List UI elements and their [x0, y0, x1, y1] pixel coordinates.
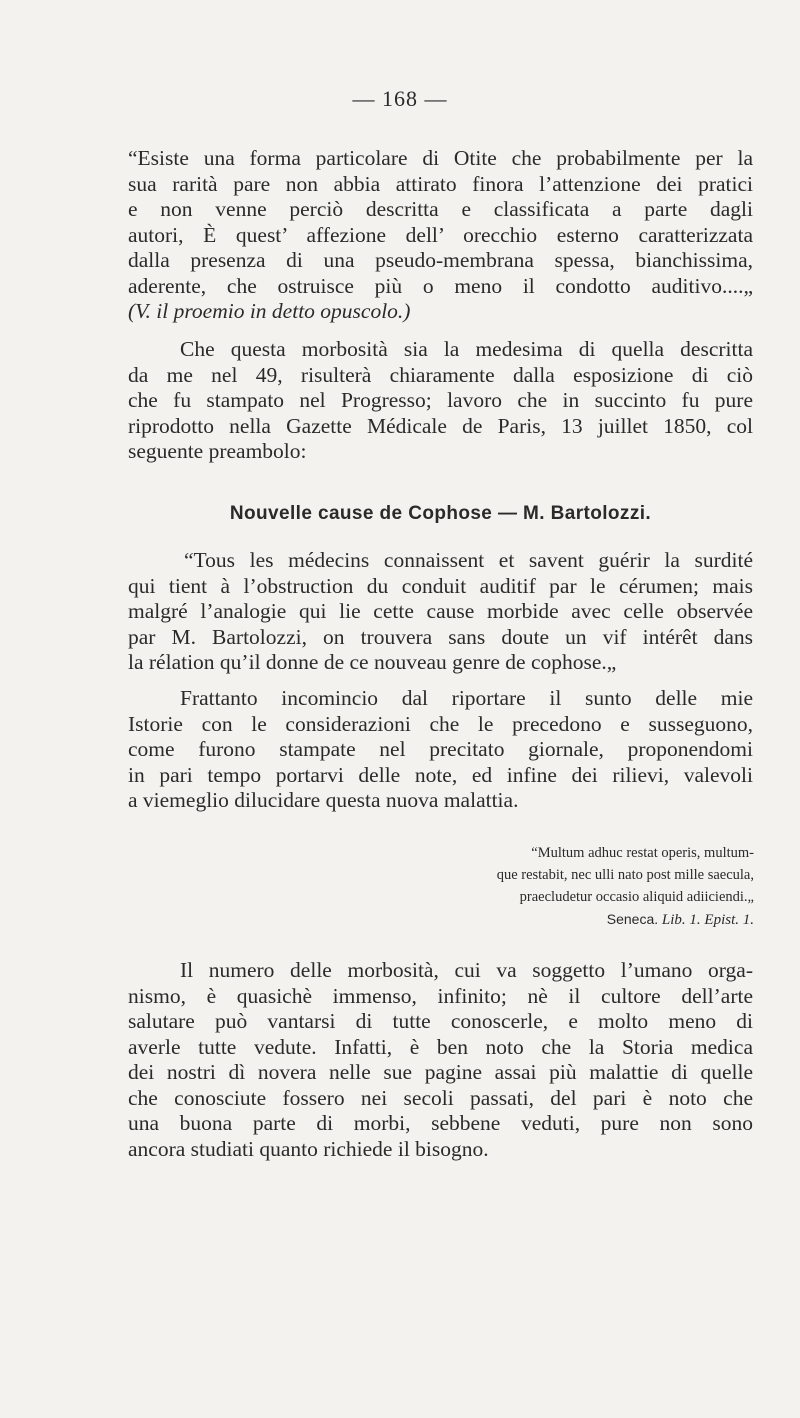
- epigraph-line: “Multum adhuc restat operis, multum-: [531, 845, 754, 861]
- text-line: riprodotto nella Gazette Médicale de Paris, 13 juillet 1850, col: [128, 413, 753, 438]
- section-heading: Nouvelle cause de Cophose — M. Bartolozzi.: [229, 503, 652, 524]
- text-line: aderente, che ostruisce più o meno il condotto auditivo....„: [128, 273, 753, 298]
- epigraph-reference: Lib. 1. Epist. 1.: [661, 912, 754, 928]
- text-line: in pari tempo portarvi delle note, ed infine dei rilievi, valevoli: [128, 762, 753, 787]
- text-line: salutare può vantarsi di tutte conoscerle, e molto meno di: [128, 1009, 753, 1033]
- epigraph-author: Seneca.: [606, 911, 659, 927]
- paragraph-preamble: [128, 337, 753, 465]
- text-line: da me nel 49, risulterà chiaramente dalla esposizione di ciò: [128, 362, 753, 387]
- paragraph-morbosita: [128, 958, 753, 1162]
- epigraph-line: que restabit, nec ulli nato post mille saecula,: [496, 867, 754, 883]
- text-line: averle tutte vedute. Infatti, è ben noto che la Storia medica: [128, 1034, 753, 1059]
- text-line: che fu stampato nel Progresso; lavoro che in succinto fu pure: [128, 388, 753, 412]
- text-line: qui tient à l’obstruction du conduit auditif par le cérumen; mais: [128, 573, 753, 598]
- text-line: sua rarità pare non abbia attirato finora l’attenzione dei pratici: [128, 171, 753, 196]
- text-line: malgré l’analogie qui lie cette cause morbide avec celle observée: [128, 599, 753, 623]
- text-line: Istorie con le considerazioni che le precedono e susseguono,: [128, 711, 753, 736]
- text-line: Frattanto incomincio dal riportare il sunto delle mie: [180, 686, 753, 710]
- text-line: dei nostri dì novera nelle sue pagine assai più malattie di quelle: [128, 1060, 753, 1084]
- text-line: par M. Bartolozzi, on trouvera sans doute un vif intérêt dans: [128, 624, 753, 649]
- text-line: “Tous les médecins connaissent et savent guérir la surdité: [184, 548, 753, 572]
- epigraph-attribution: [420, 908, 754, 931]
- text-line: ancora studiati quanto richiede il bisogno.: [128, 1136, 489, 1161]
- text-line: “Esiste una forma particolare di Otite che probabilmente per la: [128, 146, 753, 170]
- citation: (V. il proemio in detto opuscolo.): [128, 299, 411, 323]
- text-line: e non venne perciò descritta e classificata a parte dagli: [128, 197, 753, 221]
- paragraph-otite-quote: [128, 146, 753, 325]
- page-number: — 168 —: [352, 86, 448, 111]
- text-line: autori, È quest’ affezione dell’ orecchio esterno caratterizzata: [128, 222, 753, 247]
- epigraph: [420, 842, 754, 931]
- text-line: Il numero delle morbosità, cui va soggetto l’umano orga-: [180, 958, 753, 982]
- text-line: Che questa morbosità sia la medesima di quella descritta: [180, 337, 753, 361]
- paragraph-frattanto: [128, 686, 753, 814]
- text-line: dalla presenza di una pseudo-membrana spessa, bianchissima,: [128, 248, 753, 272]
- text-line: una buona parte di morbi, sebbene veduti, pure non sono: [128, 1111, 753, 1135]
- text-line: che conosciute fossero nei secoli passati, del pari è noto che: [128, 1085, 753, 1110]
- text-line: a viemeglio dilucidare questa nuova malattia.: [128, 788, 519, 812]
- text-line: nismo, è quasichè immenso, infinito; nè il cultore dell’arte: [128, 983, 753, 1008]
- paragraph-french-quote: [128, 548, 753, 676]
- text-line: come furono stampate nel precitato giornale, proponendomi: [128, 737, 753, 761]
- text-line: la rélation qu’il donne de ce nouveau genre de cophose.„: [128, 650, 617, 674]
- epigraph-line: praecludetur occasio aliquid adiiciendi.„: [519, 889, 754, 905]
- text-line: seguente preambolo:: [128, 439, 307, 463]
